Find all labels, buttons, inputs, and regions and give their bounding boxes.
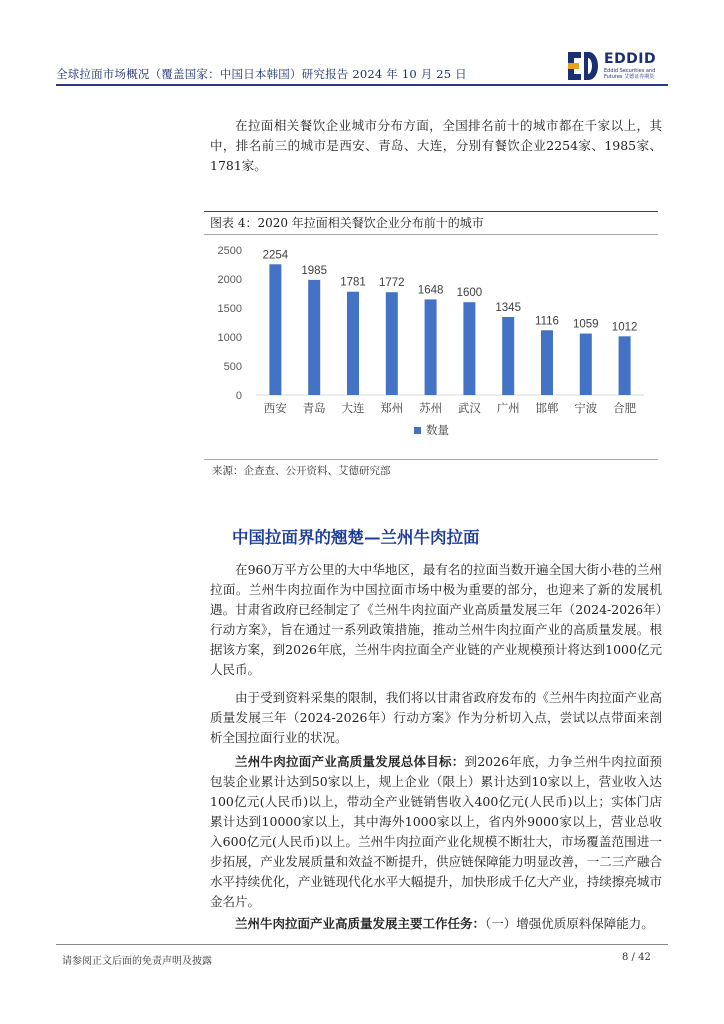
legend-swatch <box>414 427 421 434</box>
x-tick-label: 广州 <box>496 403 520 415</box>
x-tick-label: 武汉 <box>457 403 481 415</box>
data-label: 1772 <box>379 277 405 290</box>
chart-bar <box>541 330 553 395</box>
page-number: 8 / 42 <box>622 952 651 963</box>
section-heading: 中国拉面界的翘楚—兰州牛肉拉面 <box>232 528 480 547</box>
x-tick-label: 大连 <box>341 403 365 415</box>
y-tick-label: 2500 <box>217 245 242 257</box>
y-tick-label: 0 <box>235 390 242 402</box>
legend-label: 数量 <box>426 425 449 437</box>
figure-source: 来源：企查查、公开资料、艾德研究部 <box>212 465 391 477</box>
chart-bar <box>463 302 475 395</box>
x-tick-label: 苏州 <box>419 403 443 415</box>
y-tick-label: 1000 <box>217 332 242 344</box>
paragraph-text: 到2026年底，力争兰州牛肉拉面预包装企业累计达到50家以上，规上企业（限上）累计达到10家以上，营业收入达100亿元(人民币)以上，带动全产业链销售收入400亿元(人民币)以上；实体门店累计达到10000家以上，其中海外1000家以上，省内外9000家以上，营业总收入600亿元(人民币)以上。兰州牛肉拉面产业化规模不断壮大，市场覆盖范围进一步拓展，产业发展质量和效益不断提升，供应链保障能力明显改善，一二三产融合水平持续优化，产业链现代化水平大幅提升，加快形成千亿大产业，持续擦亮城市金名片。 <box>210 754 662 909</box>
x-tick-label: 合肥 <box>613 403 637 415</box>
header-divider <box>56 84 668 86</box>
body-paragraph <box>210 752 662 912</box>
report-header-title: 全球拉面市场概况（覆盖国家：中国日本韩国）研究报告 2024 年 10 月 25 日 <box>56 67 467 81</box>
data-label: 1985 <box>301 264 327 277</box>
data-label: 1012 <box>611 321 638 334</box>
chart-bar <box>580 334 592 395</box>
chart-bar <box>619 336 631 395</box>
chart-bar <box>502 317 514 395</box>
figure-bottom-rule <box>204 459 658 460</box>
figure-title-rule <box>204 234 658 235</box>
x-tick-label: 青岛 <box>302 403 326 415</box>
body-paragraph <box>210 914 662 934</box>
figure-top-rule <box>204 211 658 212</box>
y-tick-label: 2000 <box>217 274 242 286</box>
data-label: 1116 <box>535 315 559 328</box>
figure-title: 图表 4：2020 年拉面相关餐饮企业分布前十的城市 <box>210 216 484 230</box>
data-label: 1648 <box>417 284 444 297</box>
data-label: 1781 <box>340 276 366 289</box>
data-label: 1059 <box>573 318 599 331</box>
chart-bar <box>386 292 398 395</box>
x-tick-label: 宁波 <box>574 403 598 415</box>
data-label: 1600 <box>456 287 483 300</box>
paragraph-lead-bold: 兰州牛肉拉面产业高质量发展总体目标： <box>235 754 465 769</box>
footer-divider <box>56 944 668 945</box>
chart-bar <box>347 292 359 395</box>
chart-bar <box>269 264 281 395</box>
data-label: 2254 <box>262 249 289 262</box>
body-paragraph: 在拉面相关餐饮企业城市分布方面，全国排名前十的城市都在千家以上，其中，排名前三的城市是西安、青岛、大连，分别有餐饮企业2254家、1985家、1781家。 <box>210 118 662 173</box>
y-tick-label: 1500 <box>217 303 242 315</box>
x-tick-label: 邯郸 <box>535 403 559 415</box>
data-label: 1345 <box>495 301 521 314</box>
paragraph-text: （一）增强优质原料保障能力。 <box>485 916 654 931</box>
bar-chart <box>204 236 658 456</box>
logo-subtitle: Eddid Securities and Futures 艾德证券期货 <box>604 68 656 80</box>
chart-bar <box>308 280 320 395</box>
y-tick-label: 500 <box>223 361 242 373</box>
body-paragraph: 在960万平方公里的大中华地区，最有名的拉面当数开遍全国大街小巷的兰州拉面。兰州牛肉拉面作为中国拉面市场中极为重要的部分，也迎来了新的发展机遇。甘肃省政府已经制定了《兰州牛肉拉面产业高质量发展三年（2024-2026年）行动方案》，旨在通过一系列政策措施，推动兰州牛肉拉面产业的高质量发展。根据该方案，到2026年底，兰州牛肉拉面全产业链的产业规模预计将达到1000亿元人民币。 <box>210 562 662 677</box>
footer-disclaimer: 请参阅正文后面的免责声明及披露 <box>62 956 212 967</box>
eddid-logo-icon <box>568 52 598 80</box>
logo-wordmark: EDDID <box>604 51 657 67</box>
x-tick-label: 西安 <box>263 403 287 415</box>
x-tick-label: 郑州 <box>380 403 404 415</box>
company-logo <box>568 48 672 82</box>
paragraph-lead-bold: 兰州牛肉拉面产业高质量发展主要工作任务： <box>235 916 486 931</box>
body-paragraph: 由于受到资料采集的限制，我们将以甘肃省政府发布的《兰州牛肉拉面产业高质量发展三年（2024-2026年）行动方案》作为分析切入点，尝试以点带面来剖析全国拉面行业的状况。 <box>210 690 662 745</box>
chart-bar <box>425 299 437 395</box>
